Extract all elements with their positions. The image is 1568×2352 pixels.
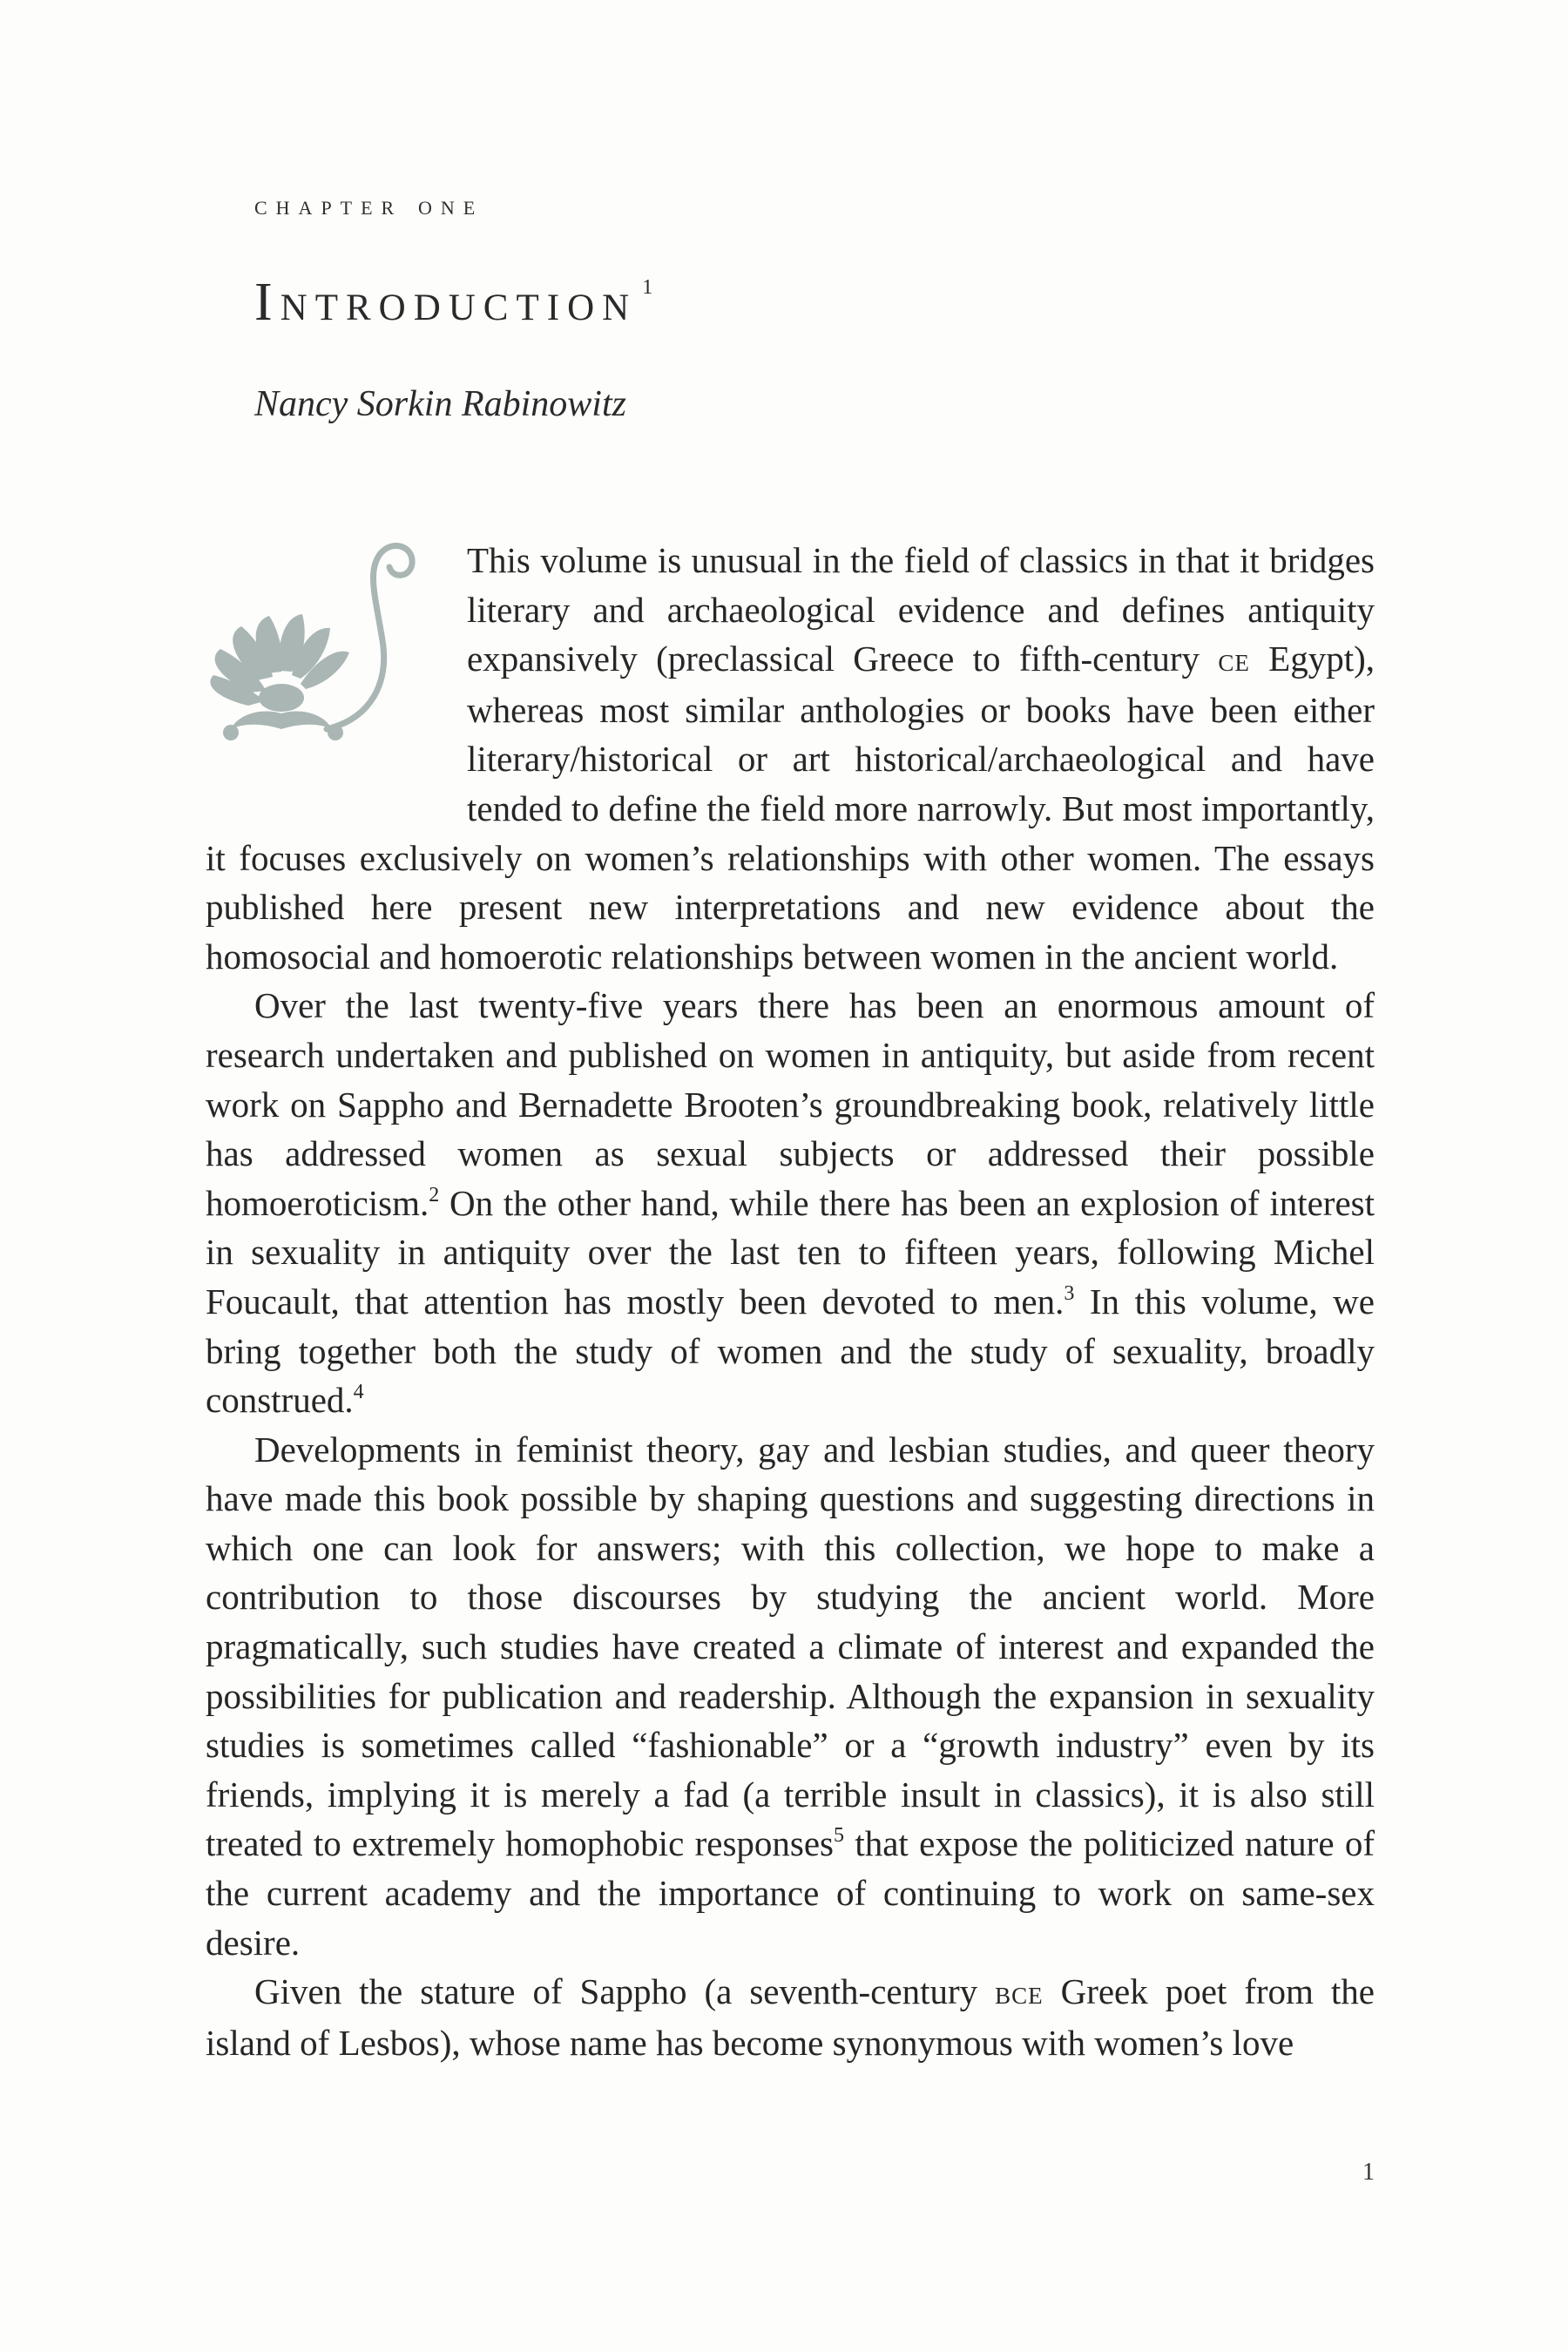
page-number: 1 — [1362, 2159, 1375, 2186]
paragraph-3 — [206, 1425, 1375, 1968]
p2-text-a: Over the last twenty-five years there has been an enormous amount of research undertaken and published on women in antiquity, but aside from recent work on Sappho and Bernadette Brooten’s groundbreaking book, relatively little has addressed women as sexual subjects or addressed their possible homoeroticism. — [206, 985, 1375, 1223]
chapter-title — [254, 273, 653, 332]
p1-text-a: This volume is unusual in the field of classics in that it bridges literary and archaeological evidence and defines antiquity expansively (preclassical Greece to fifth-century — [467, 540, 1375, 679]
footnote-ref-3[interactable]: 3 — [1064, 1281, 1075, 1305]
p4-text-a: Given the stature of Sappho (a seventh-century — [254, 1971, 996, 2012]
paragraph-4 — [206, 1967, 1375, 2067]
p4-text-b: Greek poet from the island of Lesbos), whose name has become synonymous with women’s love — [206, 1971, 1375, 2063]
chapter-author: Nancy Sorkin Rabinowitz — [254, 384, 626, 424]
p3-text-a: Developments in feminist theory, gay and lesbian studies, and queer theory have made this book possible by shaping questions and suggesting directions in which one can look for answers; with this collection, we hope to make a contribution to those discourses by studying the ancient world. More pragmatically, such studies have created a climate of interest and expanded the possibilities for publication and readership. Although the expansion in sexuality studies is sometimes called “fashionable” or a “growth industry” even by its friends, implying it is merely a fad (a terrible insult in classics), it is also still treated to extremely homophobic responses — [206, 1429, 1375, 1864]
body-text — [206, 536, 1375, 2067]
p1-text-b: Egypt), whereas most similar anthologies or books have been either literary/historical or art historical/archaeological and have tended to define the field more narrowly. But most importantly, it focuses exclusively on women’s relationships with other women. The essays published here present new interpretations and new evidence about the homosocial and homoerotic relationships between women in the ancient world. — [206, 639, 1375, 977]
footnote-ref-5[interactable]: 5 — [834, 1824, 845, 1848]
chapter-title-text: Introduction — [254, 273, 638, 332]
p3-text-b: that expose the politicized nature of the current academy and the importance of continuing to work on same-sex desire. — [206, 1823, 1375, 1963]
p2-text-c: In this volume, we bring together both the study of women and the study of sexuality, broadly construed. — [206, 1281, 1375, 1421]
chapter-title-note[interactable]: 1 — [642, 276, 653, 299]
chapter-label: chapter one — [254, 190, 484, 220]
era-abbrev-ce: ce — [1218, 642, 1250, 679]
ornament-space — [206, 536, 467, 788]
footnote-ref-4[interactable]: 4 — [353, 1381, 364, 1404]
paragraph-2 — [206, 981, 1375, 1424]
footnote-ref-2[interactable]: 2 — [429, 1183, 440, 1206]
era-abbrev-bce: bce — [995, 1975, 1044, 2012]
p2-text-b: On the other hand, while there has been an explosion of interest in sexuality in antiquity over the last ten to fifteen years, following Michel Foucault, that attention has mostly been devoted to men. — [206, 1182, 1375, 1321]
